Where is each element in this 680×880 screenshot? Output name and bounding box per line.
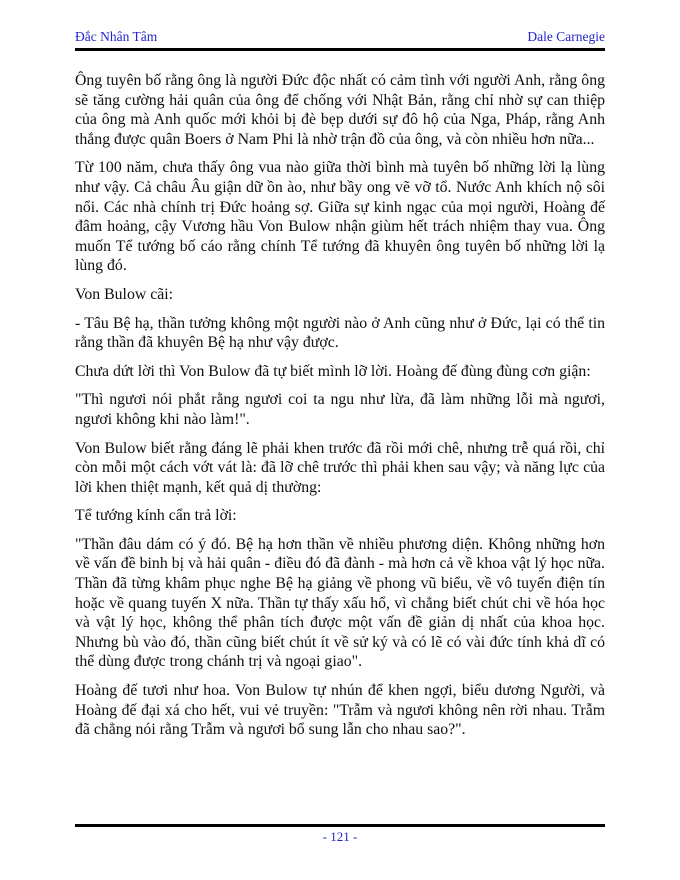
paragraph: Von Bulow biết rằng đáng lẽ phải khen trước đã rồi mới chê, nhưng trễ quá rồi, chỉ còn mỗi một cách vớt vát là: đã lỡ chê trước thì phải khen sau vậy; và năng lực của lời khen thiệt mạnh, kết quả dị thường: — [75, 439, 605, 496]
header-rule — [75, 48, 605, 51]
header-book-title: Đắc Nhân Tâm — [75, 29, 158, 44]
paragraph: Tể tướng kính cẩn trả lời: — [75, 507, 237, 525]
paragraph: Von Bulow cãi: — [75, 285, 173, 303]
body-text — [75, 71, 605, 749]
header-author: Dale Carnegie — [527, 29, 605, 44]
paragraph: Ông tuyên bố rằng ông là người Đức độc nhất có cảm tình với người Anh, rằng ông sẽ tăng cường hải quân của ông để chống với Nhật Bản, rằng chỉ nhờ sự can thiệp của ông mà Anh quốc mới khỏi bị đè bẹp dưới sự đô hộ của Nga, Pháp, rằng Anh thắng được quân Boers ở Nam Phi là nhờ trận đồ của ông, và còn nhiều hơn nữa... — [75, 72, 605, 148]
paragraph: Hoàng đế tươi như hoa. Von Bulow tự nhún để khen ngợi, biểu dương Người, và Hoàng đế đại xá cho hết, vui vẻ truyền: "Trẫm và ngươi không nên rời nhau. Trẫm đã chẳng nói rằng Trẫm và ngươi bổ sung lẫn cho nhau sao?". — [75, 682, 605, 739]
paragraph: "Thần đâu dám có ý đó. Bệ hạ hơn thần về nhiều phương diện. Không những hơn về vấn đề binh bị và hải quân - điều đó đã đành - mà hơn cả về khoa vật lý học nữa. Thần đã từng khâm phục nghe Bệ hạ giảng về phong vũ biểu, về vô tuyến điện tín hoặc về quang tuyến X nữa. Thần tự thấy xấu hổ, vì chẳng biết chút chi về hóa học và vật lý học, không thể phân tích được một vấn đề giản dị nhất của khoa học. Nhưng bù vào đó, thần cũng biết chút ít về sử ký và có lẽ có vài đức tính khả dĩ có thể dùng được trong chánh trị và ngoại giao". — [75, 535, 605, 671]
footer-rule — [75, 824, 605, 827]
paragraph: Từ 100 năm, chưa thấy ông vua nào giữa thời bình mà tuyên bố những lời lạ lùng như vậy. Cả châu Âu giận dữ ồn ào, như bầy ong vẽ vỡ tổ. Nước Anh khích nộ sôi nổi. Các nhà chính trị Đức hoảng sợ. Giữa sự kinh ngạc của mọi người, Hoàng đế đâm hoảng, cậy Vương hầu Von Bulow nhận giùm hết trách nhiệm thay vua. Ông muốn Tể tướng bố cáo rằng chính Tể tướng đã khuyên ông tuyên bố những lời lạ lùng đó. — [75, 159, 605, 275]
paragraph: Chưa dứt lời thì Von Bulow đã tự biết mình lỡ lời. Hoàng đế đùng đùng cơn giận: — [75, 362, 591, 380]
paragraph: "Thì ngươi nói phắt rằng ngươi coi ta ngu như lừa, đã làm những lỗi mà ngươi, ngươi không khi nào làm!". — [75, 391, 605, 428]
paragraph: - Tâu Bệ hạ, thần tưởng không một người nào ở Anh cũng như ở Đức, lại có thể tin rằng thần đã khuyên Bệ hạ như vậy được. — [75, 314, 605, 352]
page-header — [75, 29, 605, 51]
page-number: - 121 - — [322, 829, 358, 844]
